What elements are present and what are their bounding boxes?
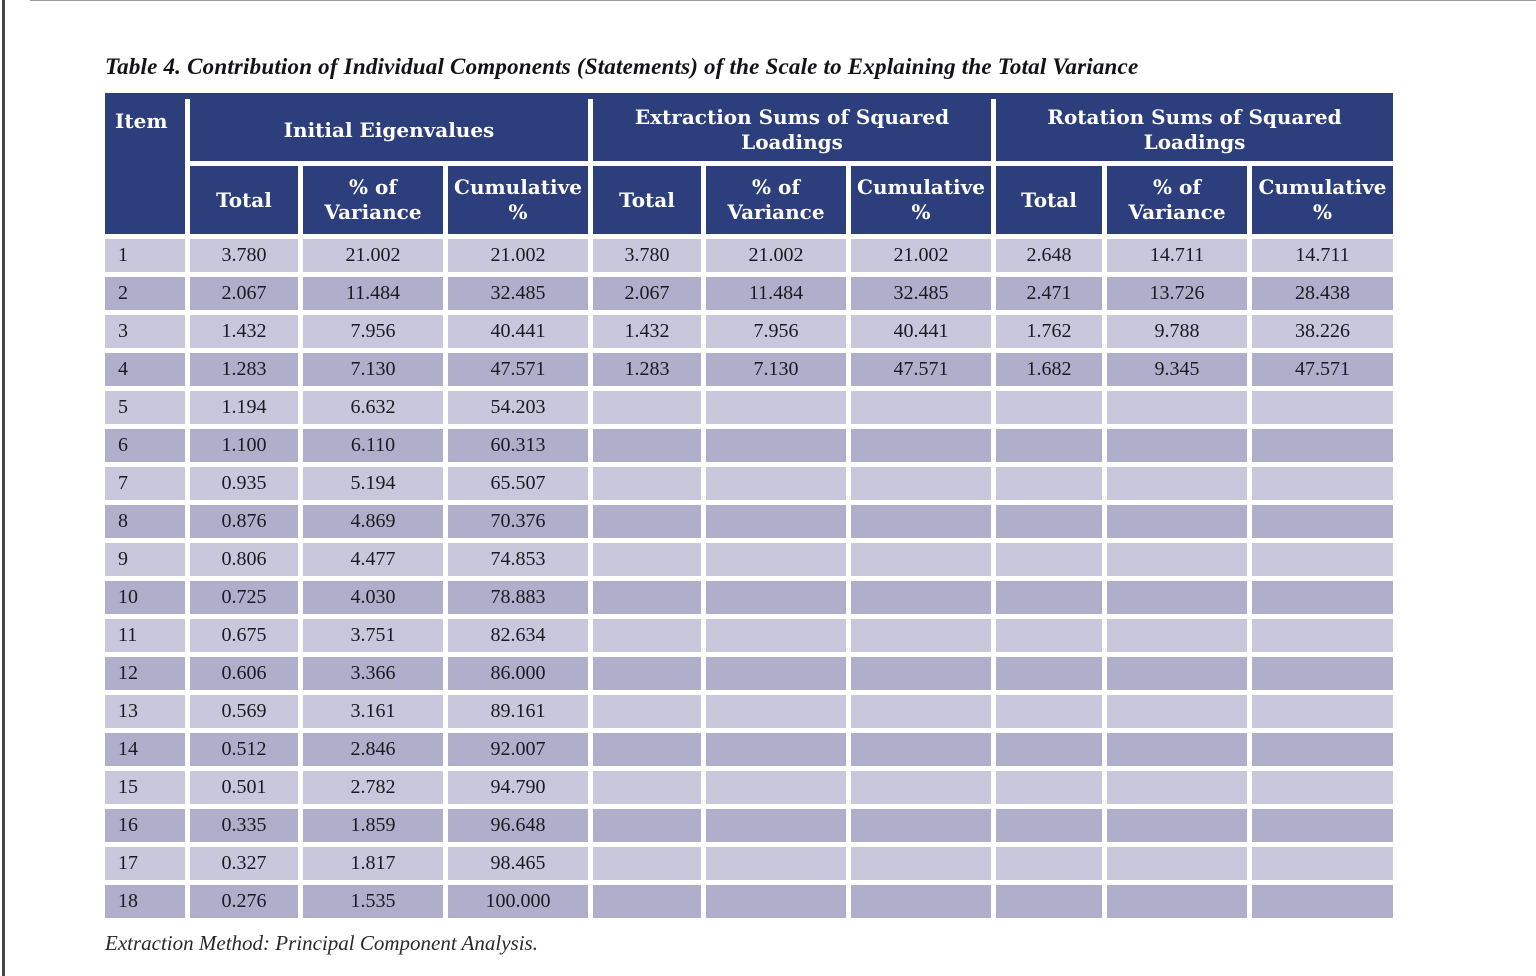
table-cell — [706, 771, 846, 804]
table-cell: 32.485 — [448, 277, 588, 310]
group-header-initial-eigenvalues: Initial Eigenvalues — [190, 99, 588, 161]
table-cell — [996, 543, 1102, 576]
table-cell: 4.869 — [303, 505, 443, 538]
table-cell: 3.780 — [190, 239, 298, 272]
table-cell: 3.366 — [303, 657, 443, 690]
table-cell — [593, 885, 701, 918]
table-cell — [1107, 847, 1247, 880]
table-cell: 7.130 — [303, 353, 443, 386]
table-cell: 65.507 — [448, 467, 588, 500]
table-cell — [593, 809, 701, 842]
table-cell: 100.000 — [448, 885, 588, 918]
row-item-number: 12 — [105, 657, 185, 690]
table-cell: 1.817 — [303, 847, 443, 880]
row-item-number: 3 — [105, 315, 185, 348]
table-cell: 7.956 — [303, 315, 443, 348]
table-cell — [1252, 657, 1393, 690]
table-cell: 0.501 — [190, 771, 298, 804]
col-header-initial-eigenvalues-cumulative-pct: Cumulative % — [448, 166, 588, 234]
table-cell — [706, 885, 846, 918]
table-cell: 0.327 — [190, 847, 298, 880]
table-cell: 0.606 — [190, 657, 298, 690]
table-cell: 3.161 — [303, 695, 443, 728]
table-cell — [1252, 885, 1393, 918]
table-cell — [593, 429, 701, 462]
row-item-number: 16 — [105, 809, 185, 842]
row-item-number: 15 — [105, 771, 185, 804]
table-block — [105, 52, 1405, 956]
col-header-initial-eigenvalues-pct-of-variance: % of Variance — [303, 166, 443, 234]
table-cell: 47.571 — [448, 353, 588, 386]
row-item-number: 9 — [105, 543, 185, 576]
table-cell — [851, 581, 991, 614]
table-cell: 0.806 — [190, 543, 298, 576]
table-cell — [706, 581, 846, 614]
table-cell: 38.226 — [1252, 315, 1393, 348]
table-cell — [706, 391, 846, 424]
table-cell: 11.484 — [706, 277, 846, 310]
col-header-extraction-sums-total: Total — [593, 166, 701, 234]
table-cell — [1107, 885, 1247, 918]
table-cell: 70.376 — [448, 505, 588, 538]
row-item-number: 5 — [105, 391, 185, 424]
table-cell — [996, 657, 1102, 690]
row-item-number: 11 — [105, 619, 185, 652]
table-cell: 2.067 — [190, 277, 298, 310]
table-cell — [851, 695, 991, 728]
row-item-number: 4 — [105, 353, 185, 386]
col-header-initial-eigenvalues-total: Total — [190, 166, 298, 234]
table-cell — [1252, 847, 1393, 880]
row-item-number: 14 — [105, 733, 185, 766]
table-cell: 54.203 — [448, 391, 588, 424]
table-cell: 0.276 — [190, 885, 298, 918]
table-cell: 32.485 — [851, 277, 991, 310]
table-cell: 0.335 — [190, 809, 298, 842]
table-cell — [851, 505, 991, 538]
table-cell — [706, 847, 846, 880]
table-cell — [851, 391, 991, 424]
table-cell — [1107, 733, 1247, 766]
table-cell — [593, 847, 701, 880]
table-cell — [851, 809, 991, 842]
table-cell — [1252, 581, 1393, 614]
table-cell — [1107, 581, 1247, 614]
table-cell — [706, 543, 846, 576]
table-cell — [1107, 429, 1247, 462]
col-header-rotation-sums-cumulative-pct: Cumulative % — [1252, 166, 1393, 234]
table-cell: 6.632 — [303, 391, 443, 424]
table-cell: 1.762 — [996, 315, 1102, 348]
table-cell — [706, 619, 846, 652]
row-item-number: 13 — [105, 695, 185, 728]
table-cell — [593, 733, 701, 766]
col-header-extraction-sums-cumulative-pct: Cumulative % — [851, 166, 991, 234]
table-cell — [706, 733, 846, 766]
table-cell: 5.194 — [303, 467, 443, 500]
table-cell: 11.484 — [303, 277, 443, 310]
table-cell — [593, 619, 701, 652]
row-item-number: 6 — [105, 429, 185, 462]
table-cell — [1252, 505, 1393, 538]
group-header-extraction-sums: Extraction Sums of Squared Loadings — [593, 99, 991, 161]
table-cell — [1107, 809, 1247, 842]
table-cell — [996, 467, 1102, 500]
col-header-rotation-sums-total: Total — [996, 166, 1102, 234]
table-cell — [1252, 429, 1393, 462]
table-cell — [1107, 505, 1247, 538]
table-cell — [851, 885, 991, 918]
table-cell — [1252, 733, 1393, 766]
table-cell — [706, 809, 846, 842]
table-cell: 78.883 — [448, 581, 588, 614]
table-cell — [1107, 771, 1247, 804]
col-header-item: Item — [105, 99, 185, 234]
table-cell — [593, 505, 701, 538]
table-cell: 9.788 — [1107, 315, 1247, 348]
table-cell: 1.859 — [303, 809, 443, 842]
table-cell: 2.648 — [996, 239, 1102, 272]
table-cell — [593, 581, 701, 614]
col-header-rotation-sums-pct-of-variance: % of Variance — [1107, 166, 1247, 234]
table-cell — [593, 695, 701, 728]
table-cell — [851, 467, 991, 500]
table-cell: 14.711 — [1252, 239, 1393, 272]
table-cell: 1.535 — [303, 885, 443, 918]
table-cell — [996, 771, 1102, 804]
table-cell: 40.441 — [448, 315, 588, 348]
table-cell: 47.571 — [1252, 353, 1393, 386]
table-cell — [593, 467, 701, 500]
row-item-number: 18 — [105, 885, 185, 918]
page-border-top — [30, 0, 1536, 1]
table-cell — [996, 581, 1102, 614]
row-item-number: 8 — [105, 505, 185, 538]
table-cell: 1.432 — [190, 315, 298, 348]
table-cell — [851, 771, 991, 804]
col-header-extraction-sums-pct-of-variance: % of Variance — [706, 166, 846, 234]
row-item-number: 17 — [105, 847, 185, 880]
table-cell: 1.194 — [190, 391, 298, 424]
table-cell — [706, 657, 846, 690]
table-cell: 0.935 — [190, 467, 298, 500]
table-cell: 60.313 — [448, 429, 588, 462]
table-cell — [1252, 771, 1393, 804]
table-cell: 0.512 — [190, 733, 298, 766]
table-cell: 1.432 — [593, 315, 701, 348]
table-cell: 96.648 — [448, 809, 588, 842]
row-item-number: 1 — [105, 239, 185, 272]
table-cell: 94.790 — [448, 771, 588, 804]
table-cell: 28.438 — [1252, 277, 1393, 310]
table-cell: 40.441 — [851, 315, 991, 348]
table-cell — [851, 543, 991, 576]
row-item-number: 10 — [105, 581, 185, 614]
table-cell — [851, 733, 991, 766]
table-cell — [1252, 695, 1393, 728]
table-cell — [1252, 391, 1393, 424]
table-cell: 7.130 — [706, 353, 846, 386]
table-cell — [996, 733, 1102, 766]
table-cell — [996, 847, 1102, 880]
table-cell: 2.067 — [593, 277, 701, 310]
table-cell: 14.711 — [1107, 239, 1247, 272]
table-cell — [593, 391, 701, 424]
table-cell: 89.161 — [448, 695, 588, 728]
table-cell: 47.571 — [851, 353, 991, 386]
table-cell: 9.345 — [1107, 353, 1247, 386]
table-cell: 1.100 — [190, 429, 298, 462]
table-cell: 3.780 — [593, 239, 701, 272]
table-cell: 74.853 — [448, 543, 588, 576]
table-cell: 13.726 — [1107, 277, 1247, 310]
table-cell — [851, 847, 991, 880]
table-cell — [706, 467, 846, 500]
table-cell — [593, 657, 701, 690]
table-cell: 1.283 — [190, 353, 298, 386]
table-cell — [851, 657, 991, 690]
table-cell — [593, 771, 701, 804]
table-cell: 2.471 — [996, 277, 1102, 310]
table-cell — [706, 505, 846, 538]
row-item-number: 7 — [105, 467, 185, 500]
table-cell — [1252, 809, 1393, 842]
table-cell — [996, 619, 1102, 652]
table-cell — [851, 429, 991, 462]
table-cell — [1107, 695, 1247, 728]
table-cell: 3.751 — [303, 619, 443, 652]
table-cell — [593, 543, 701, 576]
table-cell: 2.846 — [303, 733, 443, 766]
table-cell — [851, 619, 991, 652]
table-cell: 98.465 — [448, 847, 588, 880]
extraction-method-note: Extraction Method: Principal Component Analysis. — [105, 931, 538, 955]
table-cell — [1107, 619, 1247, 652]
table-cell: 0.876 — [190, 505, 298, 538]
table-cell: 21.002 — [706, 239, 846, 272]
table-cell: 21.002 — [448, 239, 588, 272]
table-cell — [706, 695, 846, 728]
table-cell: 0.569 — [190, 695, 298, 728]
page-border-left — [2, 0, 5, 976]
table-cell: 6.110 — [303, 429, 443, 462]
table-cell — [1252, 619, 1393, 652]
table-cell: 1.283 — [593, 353, 701, 386]
table-cell — [996, 695, 1102, 728]
table-cell — [996, 809, 1102, 842]
table-cell: 0.675 — [190, 619, 298, 652]
table-cell: 2.782 — [303, 771, 443, 804]
table-cell: 21.002 — [851, 239, 991, 272]
table-cell: 4.030 — [303, 581, 443, 614]
table-cell — [706, 429, 846, 462]
table-cell: 7.956 — [706, 315, 846, 348]
table-cell — [996, 885, 1102, 918]
table-cell — [996, 391, 1102, 424]
table-cell: 1.682 — [996, 353, 1102, 386]
row-item-number: 2 — [105, 277, 185, 310]
table-cell — [1252, 543, 1393, 576]
table-cell — [1107, 543, 1247, 576]
group-header-rotation-sums: Rotation Sums of Squared Loadings — [996, 99, 1393, 161]
variance-table — [105, 93, 1393, 918]
table-cell — [1107, 467, 1247, 500]
table-cell — [996, 505, 1102, 538]
table-cell: 82.634 — [448, 619, 588, 652]
table-cell — [1107, 391, 1247, 424]
table-caption: Table 4. Contribution of Individual Components (Statements) of the Scale to Explaining the Total Variance — [105, 54, 1139, 79]
table-cell — [1252, 467, 1393, 500]
table-cell — [996, 429, 1102, 462]
table-cell: 86.000 — [448, 657, 588, 690]
table-cell — [1107, 657, 1247, 690]
table-cell: 21.002 — [303, 239, 443, 272]
table-cell: 0.725 — [190, 581, 298, 614]
table-cell: 92.007 — [448, 733, 588, 766]
table-cell: 4.477 — [303, 543, 443, 576]
